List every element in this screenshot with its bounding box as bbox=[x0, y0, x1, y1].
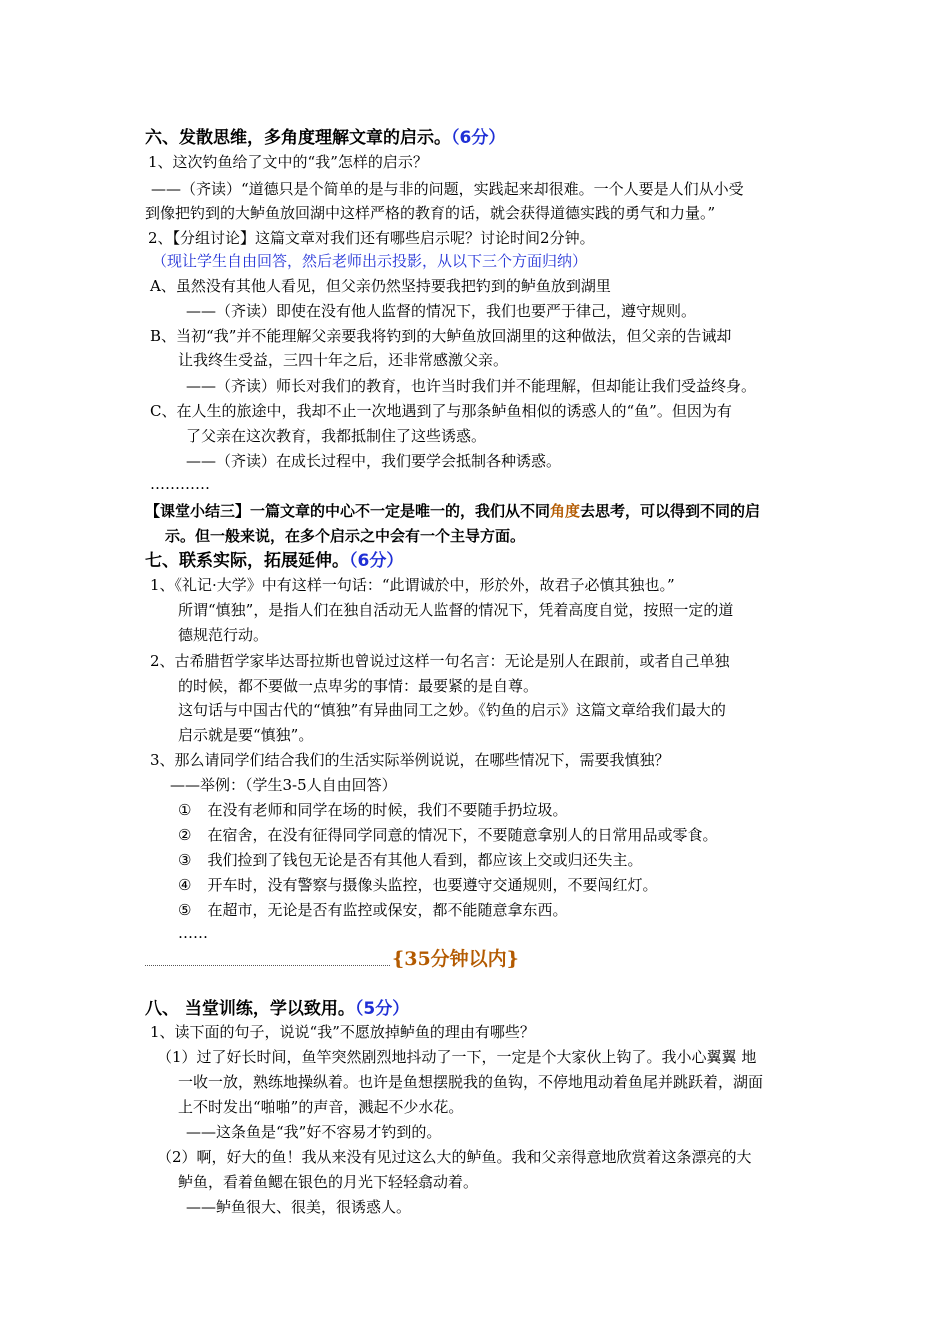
example-number: ① bbox=[178, 801, 192, 819]
list-item bbox=[178, 899, 567, 921]
s6-answer-1-line-1: ——（齐读）“道德只是个简单的是与非的问题，实践起来却很难。一个人要是人们从小受 bbox=[151, 180, 744, 198]
example-number: ④ bbox=[178, 876, 192, 894]
s7-para-1-line-3: 德规范行动。 bbox=[178, 626, 269, 644]
s6-summary-text-b: 去思考，可以得到不同的启 bbox=[580, 502, 761, 520]
example-number: ⑤ bbox=[178, 901, 192, 919]
s6-summary-highlight: 角度 bbox=[550, 502, 581, 520]
list-item bbox=[178, 799, 567, 821]
example-number: ③ bbox=[178, 851, 192, 869]
s8-question-1: 1、读下面的句子，说说“我”不愿放掉鲈鱼的理由有哪些？ bbox=[150, 1023, 535, 1041]
s6-summary-line-2: 示。但一般来说，在多个启示之中会有一个主导方面。 bbox=[165, 527, 526, 545]
section-6-score: （6分） bbox=[451, 128, 506, 148]
s6-point-c-line-2: 了父亲在这次教育，我都抵制住了这些诱惑。 bbox=[186, 427, 487, 445]
section-7-heading bbox=[145, 549, 403, 573]
section-7-title: 七、联系实际，拓展延伸。 bbox=[145, 551, 349, 571]
time-limit-label: {35分钟以内} bbox=[392, 948, 519, 970]
example-text: 在宿舍，在没有征得同学同意的情况下，不要随意拿别人的日常用品或零食。 bbox=[207, 826, 718, 844]
s6-ellipsis: ………… bbox=[150, 475, 210, 493]
s6-question-2: 2、【分组讨论】这篇文章对我们还有哪些启示呢？讨论时间2分钟。 bbox=[148, 229, 595, 247]
s7-para-2-line-2: 的时候，都不要做一点卑劣的事情：最要紧的是自尊。 bbox=[178, 677, 539, 695]
s7-para-2-line-4: 启示就是要“慎独”。 bbox=[178, 726, 314, 744]
s8-passage-2-line-1: （2）啊，好大的鱼！我从来没有见过这么大的鲈鱼。我和父亲得意地欣赏着这条漂亮的大 bbox=[157, 1148, 752, 1166]
section-6-title: 六、发散思维，多角度理解文章的启示。 bbox=[145, 128, 451, 148]
s6-point-c-line-1: C、在人生的旅途中，我却不止一次地遇到了与那条鲈鱼相似的诱惑人的“鱼”。但因为有 bbox=[150, 402, 732, 420]
s6-point-a-line-1: A、虽然没有其他人看见，但父亲仍然坚持要我把钓到的鲈鱼放到湖里 bbox=[150, 277, 611, 295]
section-8-heading bbox=[145, 997, 409, 1021]
s6-point-c-line-3: ——（齐读）在成长过程中，我们要学会抵制各种诱惑。 bbox=[186, 452, 562, 470]
section-6-heading bbox=[145, 126, 505, 150]
example-number: ② bbox=[178, 826, 192, 844]
example-text: 我们捡到了钱包无论是否有其他人看到，都应该上交或归还失主。 bbox=[207, 851, 643, 869]
s7-para-2-line-3: 这句话与中国古代的“慎独”有异曲同工之妙。《钓鱼的启示》这篇文章给我们最大的 bbox=[178, 701, 726, 719]
section-8-score: （5分） bbox=[354, 999, 410, 1019]
s7-para-2-line-1: 2、古希腊哲学家毕达哥拉斯也曾说过这样一句名言：无论是别人在跟前，或者自己单独 bbox=[150, 652, 730, 670]
s8-passage-2-line-2: 鲈鱼，看着鱼鳃在银色的月光下轻轻翕动着。 bbox=[178, 1173, 479, 1191]
s6-point-b-line-2: 让我终生受益，三四十年之后，还非常感激父亲。 bbox=[178, 351, 509, 369]
list-item bbox=[178, 824, 717, 846]
list-item bbox=[178, 874, 657, 896]
example-text: 开车时，没有警察与摄像头监控，也要遵守交通规则，不要闯红灯。 bbox=[207, 876, 658, 894]
s6-point-b-line-3: ——（齐读）师长对我们的教育，也许当时我们并不能理解，但却能让我们受益终身。 bbox=[186, 377, 757, 395]
s6-point-b-line-1: B、当初“我”并不能理解父亲要我将钓到的大鲈鱼放回湖里的这种做法，但父亲的告诫却 bbox=[150, 327, 732, 345]
s8-passage-1-line-1: （1）过了好长时间，鱼竿突然剧烈地抖动了一下，一定是个大家伙上钩了。我小心翼翼 地 bbox=[157, 1048, 757, 1066]
s6-answer-1-line-2: 到像把钓到的大鲈鱼放回湖中这样严格的教育的话，就会获得道德实践的勇气和力量。” bbox=[145, 204, 716, 222]
s7-para-1-line-2: 所谓“慎独”，是指人们在独自活动无人监督的情况下，凭着高度自觉，按照一定的道 bbox=[178, 601, 734, 619]
s6-question-1: 1、这次钓鱼给了文中的“我”怎样的启示？ bbox=[148, 153, 428, 171]
s7-ellipsis: …… bbox=[178, 924, 208, 942]
s7-para-3-line-1: 3、那么请同学们结合我们的生活实际举例说说，在哪些情况下，需要我慎独？ bbox=[150, 751, 670, 769]
section-8-title: 八、 当堂训练，学以致用。 bbox=[145, 999, 355, 1019]
s8-passage-1-line-2: 一收一放，熟练地操纵着。也许是鱼想摆脱我的鱼钩，不停地甩动着鱼尾并跳跃着，湖面 bbox=[178, 1073, 764, 1091]
example-text: 在没有老师和同学在场的时候，我们不要随手扔垃圾。 bbox=[207, 801, 568, 819]
section-7-score: （6分） bbox=[349, 551, 404, 571]
dotted-divider bbox=[145, 965, 390, 966]
s6-teacher-note: （现让学生自由回答，然后老师出示投影，从以下三个方面归纳） bbox=[152, 252, 588, 270]
s7-para-1-line-1: 1、《礼记·大学》中有这样一句话：“此谓诚於中，形於外，故君子必慎其独也。” bbox=[150, 576, 675, 594]
s8-passage-1-answer: ——这条鱼是“我”好不容易才钓到的。 bbox=[186, 1123, 442, 1141]
s6-point-a-line-2: ——（齐读）即使在没有他人监督的情况下，我们也要严于律己，遵守规则。 bbox=[186, 302, 697, 320]
s7-para-3-line-2: ——举例：（学生3-5人自由回答） bbox=[170, 776, 397, 794]
s8-passage-1-line-3: 上不时发出“啪啪”的声音，溅起不少水花。 bbox=[178, 1098, 464, 1116]
example-text: 在超市，无论是否有监控或保安，都不能随意拿东西。 bbox=[207, 901, 568, 919]
s6-summary-line-1 bbox=[145, 500, 760, 522]
s6-summary-text-a: 【课堂小结三】一篇文章的中心不一定是唯一的，我们从不同 bbox=[145, 502, 551, 520]
list-item bbox=[178, 849, 642, 871]
s8-passage-2-answer: ——鲈鱼很大、很美，很诱惑人。 bbox=[186, 1198, 412, 1216]
